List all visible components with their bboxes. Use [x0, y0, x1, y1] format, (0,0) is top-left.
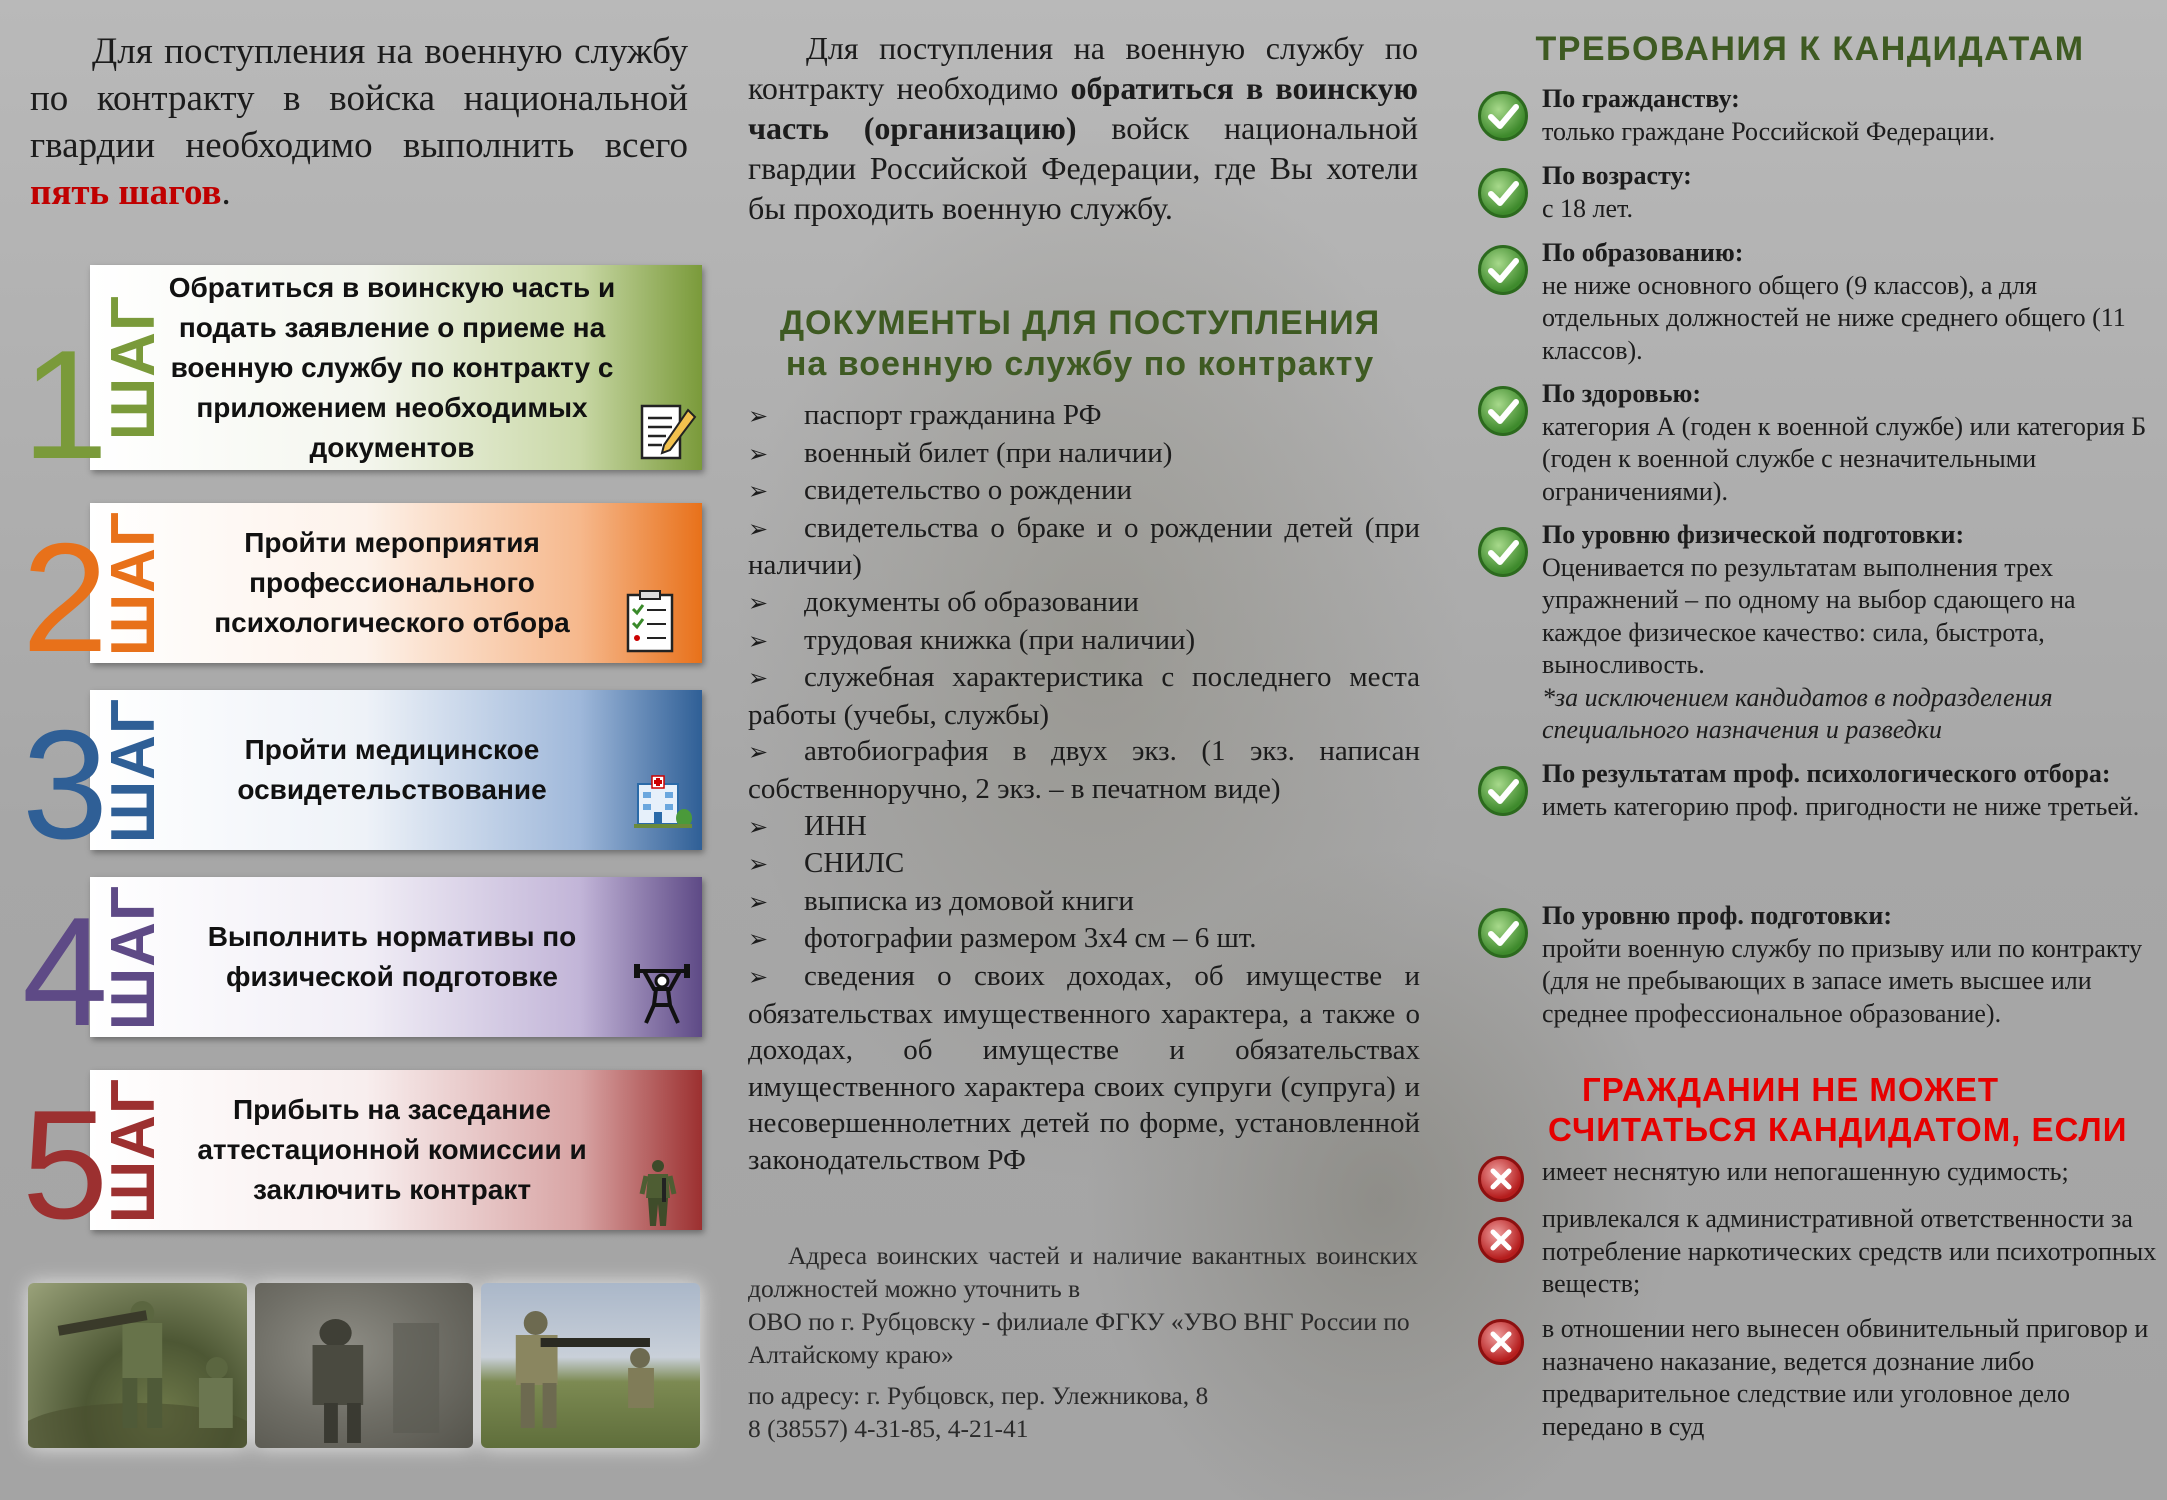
checkmark-icon — [1478, 386, 1528, 436]
step-3-text: Пройти медицинское освидетельствование — [237, 734, 547, 805]
checklist-icon — [624, 589, 682, 653]
requirement-note: *за исключением кандидатов в подразделения специального назначения и разведки — [1542, 682, 2053, 744]
document-item — [748, 397, 1420, 435]
step-1-word: ШАГ — [99, 294, 169, 441]
disqualifier-text: в отношении него вынесен обвинительный приговор и назначено наказание, ведется дознание либо предварительное следствие или уголовное дело передано в суд — [1542, 1314, 2149, 1441]
requirement-heading: По уровню проф. подготовки: — [1542, 901, 1892, 930]
address-phone: 8 (38557) 4-31-85, 4-21-41 — [748, 1414, 1029, 1443]
requirement-item — [1478, 900, 2158, 1030]
step-4 — [22, 877, 702, 1058]
document-item — [748, 584, 1420, 622]
document-item — [748, 733, 1420, 807]
warning-title-line2: СЧИТАТЬСЯ КАНДИДАТОМ, ЕСЛИ — [1548, 1111, 2128, 1148]
requirement-item — [1478, 237, 2158, 367]
step-1-number: 1 — [22, 318, 105, 491]
requirement-item — [1478, 758, 2158, 823]
document-item — [748, 622, 1420, 660]
disqualifier-item — [1478, 1156, 2158, 1189]
requirement-text: иметь категорию проф. пригодности не ниже третьей. — [1542, 791, 2140, 821]
step-2 — [22, 503, 702, 684]
soldier-icon — [638, 1158, 678, 1222]
disqualifier-item — [1478, 1313, 2158, 1443]
step-5-number: 5 — [22, 1078, 105, 1251]
document-item — [748, 920, 1420, 958]
document-item-text: трудовая книжка (при наличии) — [804, 623, 1196, 656]
soldiers-photo-3 — [481, 1283, 700, 1448]
document-item-text: свидетельства о браке и о рождении детей (при наличии) — [748, 511, 1420, 582]
spacer — [748, 1371, 1418, 1379]
arrow-bullet-icon: ➢ — [748, 850, 769, 879]
checkmark-icon — [1478, 245, 1528, 295]
disqualifier-text: имеет неснятую или непогашенную судимость; — [1542, 1157, 2069, 1186]
arrow-bullet-icon: ➢ — [748, 962, 769, 991]
checkmark-icon — [1478, 91, 1528, 141]
checkmark-icon — [1478, 766, 1528, 816]
document-item — [748, 845, 1420, 883]
requirement-heading: По гражданству: — [1542, 84, 1740, 113]
requirement-item — [1478, 83, 2158, 148]
weightlifter-icon — [632, 961, 690, 1025]
arrow-bullet-icon: ➢ — [748, 588, 769, 617]
document-item-text: СНИЛС — [804, 847, 905, 880]
contact-address-block — [748, 1239, 1418, 1445]
requirement-heading: По результатам проф. психологического отбора: — [1542, 759, 2111, 788]
document-item-text: паспорт гражданина РФ — [804, 399, 1102, 431]
column2-intro-text-2: войск национальной гвардии Российской Федерации, где Вы хотели бы проходить военную службу. — [748, 110, 1419, 226]
requirement-text: не ниже основного общего (9 классов), а для отдельных должностей не ниже среднего общего (11 классов). — [1542, 270, 2126, 365]
document-item-text: свидетельство о рождении — [804, 474, 1132, 507]
column2-intro-text-1: Для поступления на военную службу по контракту необходимо — [748, 30, 1418, 106]
requirement-text: категория А (годен к военной службе) или категория Б (годен к военной службе с незначительными ограничениями). — [1542, 411, 2147, 506]
address-organization: ОВО по г. Рубцовску - филиале ФГКУ «УВО ВНГ России по Алтайскому краю» — [748, 1307, 1410, 1369]
document-item-text: военный билет (при наличии) — [804, 436, 1173, 469]
document-item-text: автобиография в двух экз. (1 экз. написан собственноручно, 2 экз. – в печатном виде) — [748, 735, 1420, 805]
requirement-item — [1478, 160, 2158, 225]
step-4-word: ШАГ — [99, 884, 169, 1030]
hospital-icon — [630, 774, 688, 838]
checkmark-icon — [1478, 168, 1528, 218]
arrow-bullet-icon: ➢ — [748, 477, 769, 506]
requirement-text: с 18 лет. — [1542, 193, 1633, 223]
document-item — [748, 958, 1420, 1179]
step-3 — [22, 690, 702, 871]
arrow-bullet-icon: ➢ — [748, 664, 769, 693]
step-2-text: Пройти мероприятия профессионального психологического отбора — [214, 527, 570, 638]
intro-text: Для поступления на военную службу по контракту в войска национальной гвардии необходимо выполнить всего — [30, 31, 688, 166]
cross-icon — [1478, 1319, 1524, 1365]
step-3-word: ШАГ — [99, 697, 169, 843]
soldiers-photo-strip — [28, 1283, 700, 1448]
document-pen-icon — [638, 400, 696, 464]
requirements-title: ТРЕБОВАНИЯ К КАНДИДАТАМ — [1535, 30, 2085, 68]
step-4-text: Выполнить нормативы по физической подготовке — [207, 921, 577, 992]
cross-icon — [1478, 1217, 1524, 1263]
document-item-text: документы об образовании — [804, 585, 1139, 618]
disqualifier-text: привлекался к административной ответственности за потребление наркотических средств или психотропных веществ; — [1542, 1204, 2157, 1298]
requirement-text: Оценивается по результатам выполнения трех упражнений – по одному на выбор сдающего на каждое физическое качество: сила, быстрота, выносливость. — [1542, 552, 2076, 679]
address-street: по адресу: г. Рубцовск, пер. Улежникова, 8 — [748, 1381, 1209, 1410]
arrow-bullet-icon: ➢ — [748, 402, 769, 430]
document-item — [748, 883, 1420, 921]
arrow-bullet-icon: ➢ — [748, 812, 769, 841]
document-item-text: ИНН — [804, 809, 867, 842]
requirement-heading: По уровню физической подготовки: — [1542, 520, 1965, 549]
arrow-bullet-icon: ➢ — [748, 887, 769, 916]
document-item — [748, 435, 1420, 473]
arrow-bullet-icon: ➢ — [748, 439, 769, 468]
requirement-item — [1478, 378, 2158, 508]
step-5-word: ШАГ — [99, 1077, 169, 1223]
document-item — [748, 808, 1420, 846]
arrow-bullet-icon: ➢ — [748, 514, 769, 543]
document-item-text: служебная характеристика с последнего места работы (учебы, службы) — [748, 661, 1420, 731]
intro-paragraph — [30, 28, 688, 216]
documents-title-line1: ДОКУМЕНТЫ ДЛЯ ПОСТУПЛЕНИЯ — [779, 304, 1381, 342]
disqualifier-item — [1478, 1203, 2158, 1301]
column2-intro-bold: обратиться в воинскую часть (организацию) — [748, 70, 1419, 146]
step-5-text: Прибыть на заседание аттестационной комиссии и заключить контракт — [197, 1094, 587, 1205]
warning-title-line1: ГРАЖДАНИН НЕ МОЖЕТ — [1582, 1071, 2000, 1108]
documents-title-line2: на военную службу по контракту — [785, 345, 1375, 383]
intro-highlight: пять шагов — [30, 172, 222, 213]
soldiers-photo-2 — [255, 1283, 474, 1448]
step-1-text: Обратиться в воинскую часть и подать заявление о приеме на военную службу по контракту с приложением необходимых документов — [168, 271, 616, 463]
document-item — [748, 659, 1420, 733]
step-3-number: 3 — [22, 698, 105, 871]
requirement-heading: По образованию: — [1542, 238, 1744, 267]
checkmark-icon — [1478, 908, 1528, 958]
step-4-number: 4 — [22, 885, 105, 1058]
document-item-text: сведения о своих доходах, об имуществе и обязательствах имущественного характера, а также о доходах, об имуществе и обязательствах имущественного характера своих супруги (супруга) и несовершеннолетних детей по форме, установленной законодательством РФ — [748, 959, 1420, 1176]
documents-title — [740, 303, 1420, 385]
requirement-item — [1478, 519, 2158, 747]
soldiers-photo-1 — [28, 1283, 247, 1448]
step-2-number: 2 — [22, 511, 105, 684]
requirement-heading: По возрасту: — [1542, 161, 1692, 190]
warning-title — [1548, 1070, 2167, 1150]
document-item — [748, 472, 1420, 510]
cross-icon — [1478, 1156, 1524, 1202]
documents-list — [748, 397, 1420, 1178]
intro-period: . — [221, 172, 231, 213]
document-item — [748, 510, 1420, 584]
arrow-bullet-icon: ➢ — [748, 738, 769, 767]
step-1 — [22, 265, 702, 491]
document-item-text: выписка из домовой книги — [804, 884, 1134, 917]
requirement-text: только граждане Российской Федерации. — [1542, 116, 1996, 146]
step-2-word: ШАГ — [99, 510, 169, 656]
checkmark-icon — [1478, 527, 1528, 577]
requirement-text: пройти военную службу по призыву или по контракту (для не пребывающих в запасе иметь высшее или среднее профессиональное образование). — [1542, 933, 2143, 1028]
step-5 — [22, 1070, 702, 1251]
address-intro: Адреса воинских частей и наличие вакантных воинских должностей можно уточнить в — [748, 1241, 1418, 1303]
arrow-bullet-icon: ➢ — [748, 626, 769, 655]
arrow-bullet-icon: ➢ — [748, 925, 769, 954]
requirement-heading: По здоровью: — [1542, 379, 1701, 408]
column2-intro — [748, 28, 1418, 228]
document-item-text: фотографии размером 3х4 см – 6 шт. — [804, 922, 1257, 955]
